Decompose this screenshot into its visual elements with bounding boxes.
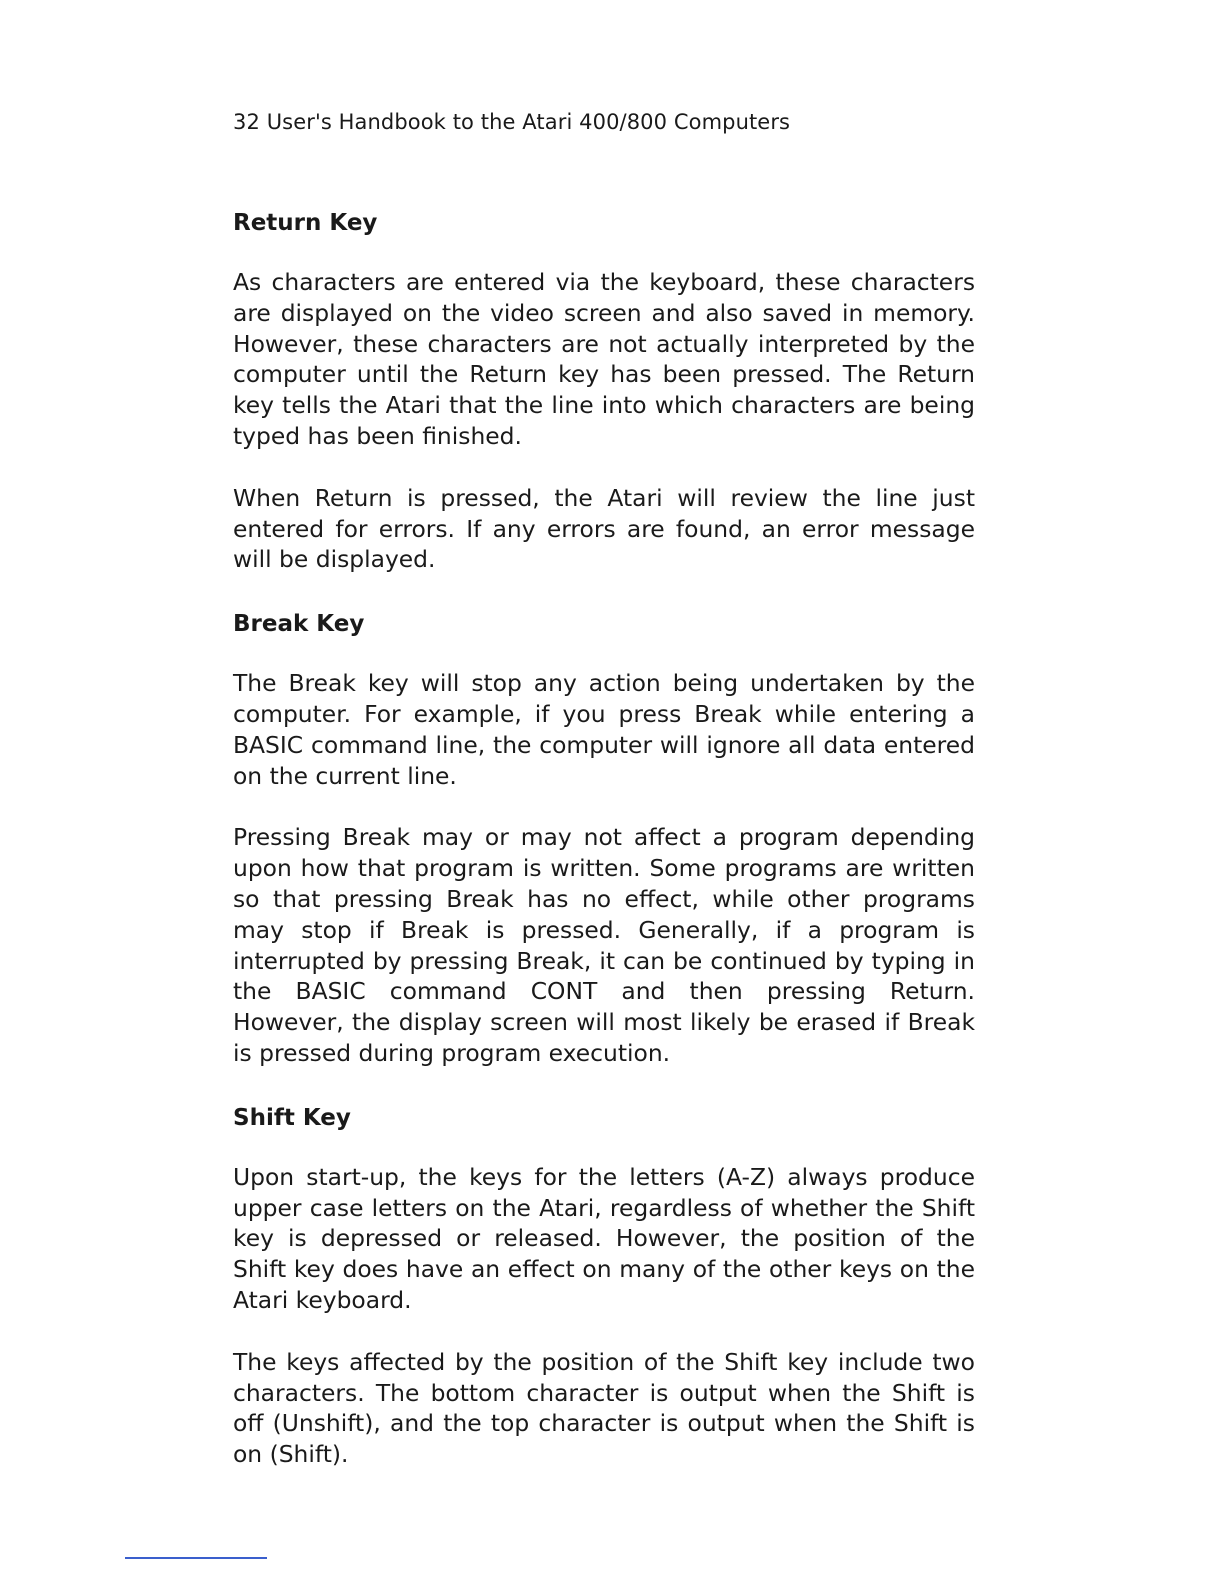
paragraph: The keys affected by the position of the Shift key include two characters. The bottom character is output when the Shift is off (Unshift), and the top character is output when the Shift is on (Shift). [233, 1347, 975, 1469]
footer-rule [125, 1557, 267, 1559]
section-return-key [233, 205, 975, 575]
page-body [233, 205, 975, 1501]
paragraph: When Return is pressed, the Atari will review the line just entered for errors. If any errors are found, an error message will be displayed. [233, 483, 975, 574]
paragraph: As characters are entered via the keyboard, these characters are displayed on the video screen and also saved in memory. However, these characters are not actually interpreted by the computer until the Return key has been pressed. The Return key tells the Atari that the line into which characters are being typed has been finished. [233, 268, 975, 450]
running-head: 32 User's Handbook to the Atari 400/800 Computers [233, 110, 791, 134]
section-shift-key [233, 1100, 975, 1470]
section-break-key [233, 606, 975, 1069]
section-heading: Shift Key [233, 1104, 351, 1131]
section-heading: Return Key [233, 210, 378, 236]
section-heading: Break Key [233, 611, 365, 638]
paragraph: Upon start-up, the keys for the letters (A-Z) always produce upper case letters on the Atari, regardless of whether the Shift key is depressed or released. However, the position of the Shift key does have an effect on many of the other keys on the Atari keyboard. [233, 1162, 975, 1314]
paragraph: The Break key will stop any action being undertaken by the computer. For example, if you press Break while entering a BASIC command line, the computer will ignore all data entered on the current line. [233, 669, 975, 790]
paragraph: Pressing Break may or may not affect a program depending upon how that program is written. Some programs are written so that pressing Break has no effect, while other programs may stop if Break is pressed. Generally, if a program is interrupted by pressing Break, it can be continued by typing in the BASIC command CONT and then pressing Return. However, the display screen will most likely be erased if Break is pressed during program execution. [233, 823, 975, 1067]
